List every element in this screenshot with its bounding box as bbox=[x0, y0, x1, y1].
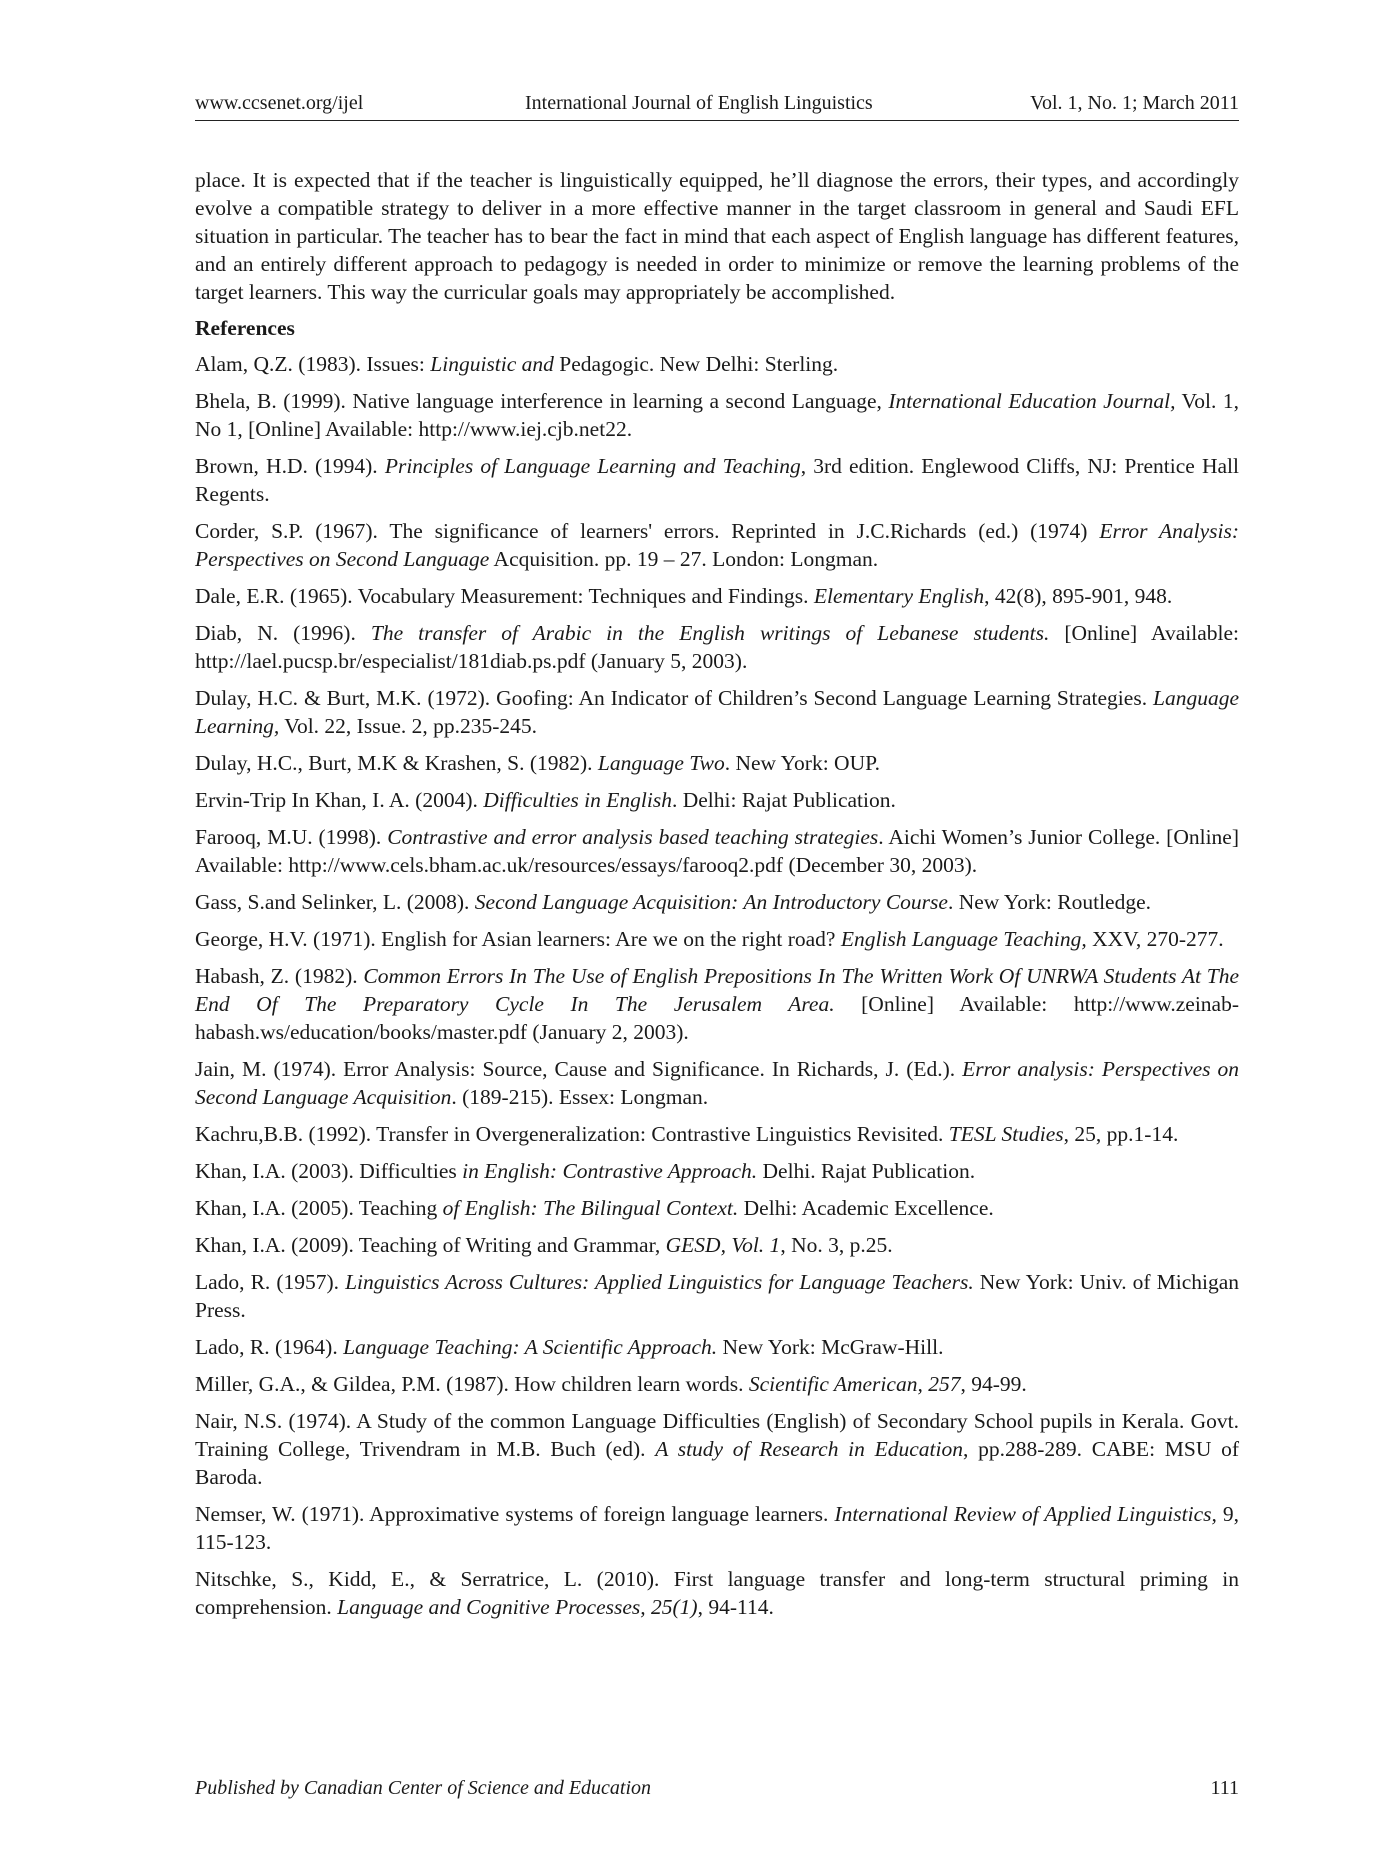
reference-italic-text: Elementary English bbox=[813, 584, 985, 608]
reference-italic-text: Contrastive and error analysis based teaching strategies bbox=[387, 825, 879, 849]
reference-text: Vol. 22, Issue. 2, pp.235-245. bbox=[279, 714, 538, 738]
reference-item bbox=[195, 1120, 1239, 1148]
issue-info: Vol. 1, No. 1; March 2011 bbox=[1030, 92, 1239, 114]
reference-text: New York: McGraw-Hill. bbox=[717, 1335, 944, 1359]
reference-text: Habash, Z. (1982). bbox=[195, 964, 364, 988]
reference-text: Acquisition. pp. 19 – 27. London: Longman. bbox=[489, 547, 879, 571]
reference-item bbox=[195, 684, 1239, 740]
page-content bbox=[195, 166, 1239, 1630]
reference-text: Khan, I.A. (2005). Teaching bbox=[195, 1196, 443, 1220]
reference-italic-text: Linguistic and bbox=[430, 352, 554, 376]
reference-item bbox=[195, 962, 1239, 1046]
reference-item bbox=[195, 1157, 1239, 1185]
reference-text: , 94-114. bbox=[697, 1595, 774, 1619]
reference-text: Bhela, B. (1999). Native language interference in learning a second Language, bbox=[195, 389, 889, 413]
reference-item bbox=[195, 517, 1239, 573]
reference-italic-text: Language Learning, bbox=[195, 686, 1239, 738]
intro-paragraph: place. It is expected that if the teacher is linguistically equipped, he’ll diagnose the errors, their types, and accordingly evolve a compatible strategy to deliver in a more effective manner in the target classroom in general and Saudi EFL situation in particular. The teacher has to bear the fact in mind that each aspect of English language has different features, and an entirely different approach to pedagogy is needed in order to minimize or remove the learning problems of the target learners. This way the curricular goals may appropriately be accomplished. bbox=[195, 168, 1239, 304]
reference-text: Lado, R. (1964). bbox=[195, 1335, 344, 1359]
running-header bbox=[195, 90, 1239, 121]
reference-item bbox=[195, 1333, 1239, 1361]
reference-text: Dulay, H.C. & Burt, M.K. (1972). Goofing: An Indicator of Children’s Second Language Learning Strategies. bbox=[195, 686, 1153, 710]
reference-item bbox=[195, 823, 1239, 879]
reference-item bbox=[195, 888, 1239, 916]
reference-item bbox=[195, 925, 1239, 953]
reference-italic-text: Common Errors In The Use of English Prepositions In The Written Work Of UNRWA Students At The End Of The Preparatory Cycle In The Jerusalem Area. bbox=[195, 964, 1239, 1016]
reference-text: , 25, pp.1-14. bbox=[1063, 1122, 1179, 1146]
reference-italic-text: Error Analysis: Perspectives on Second Language bbox=[195, 519, 1239, 571]
reference-text: New York: Univ. of Michigan Press. bbox=[195, 1270, 1239, 1322]
journal-title: International Journal of English Linguistics bbox=[525, 92, 873, 114]
reference-text: Delhi: Academic Excellence. bbox=[738, 1196, 994, 1220]
reference-text: XXV, 270-277. bbox=[1086, 927, 1224, 951]
reference-italic-text: Linguistics Across Cultures: Applied Linguistics for Language Teachers. bbox=[345, 1270, 974, 1294]
reference-item bbox=[195, 350, 1239, 378]
reference-text: Delhi. Rajat Publication. bbox=[757, 1159, 976, 1183]
reference-italic-text: Second Language Acquisition: An Introductory Course bbox=[474, 890, 948, 914]
reference-text: Nair, N.S. (1974). A Study of the common Language Difficulties (English) of Secondary School pupils in Kerala. Govt. Training College, Trivendram in M.B. Buch (ed). bbox=[195, 1409, 1239, 1461]
reference-italic-text: Difficulties in English bbox=[483, 788, 672, 812]
reference-item bbox=[195, 786, 1239, 814]
reference-italic-text: Principles of Language Learning and Teaching bbox=[384, 454, 801, 478]
reference-item bbox=[195, 1194, 1239, 1222]
reference-italic-text: in English: Contrastive Approach. bbox=[462, 1159, 758, 1183]
reference-text: , 94-99. bbox=[960, 1372, 1027, 1396]
reference-italic-text: International Review of Applied Linguistics, bbox=[834, 1502, 1217, 1526]
reference-item bbox=[195, 1500, 1239, 1556]
reference-italic-text: The transfer of Arabic in the English writings of Lebanese students. bbox=[370, 621, 1050, 645]
reference-item bbox=[195, 1370, 1239, 1398]
reference-text: Pedagogic. New Delhi: Sterling. bbox=[553, 352, 839, 376]
reference-text: Jain, M. (1974). Error Analysis: Source, Cause and Significance. In Richards, J. (Ed.). bbox=[195, 1057, 963, 1081]
reference-text: Alam, Q.Z. (1983). Issues: bbox=[195, 352, 431, 376]
reference-italic-text: of English: The Bilingual Context. bbox=[442, 1196, 739, 1220]
reference-italic-text: Scientific American, 257 bbox=[748, 1372, 961, 1396]
reference-item bbox=[195, 1055, 1239, 1111]
reference-text: Khan, I.A. (2009). Teaching of Writing and Grammar, bbox=[195, 1233, 666, 1257]
reference-text: Gass, S.and Selinker, L. (2008). bbox=[195, 890, 475, 914]
reference-item bbox=[195, 1407, 1239, 1491]
reference-italic-text: Language and Cognitive Processes, 25(1) bbox=[337, 1595, 698, 1619]
reference-text: . New York: OUP. bbox=[724, 751, 881, 775]
reference-text: Dulay, H.C., Burt, M.K & Krashen, S. (1982). bbox=[195, 751, 598, 775]
reference-text: , pp.288-289. CABE: MSU of Baroda. bbox=[195, 1437, 1239, 1489]
reference-italic-text: A study of Research in Education bbox=[655, 1437, 963, 1461]
reference-text: Kachru,B.B. (1992). Transfer in Overgeneralization: Contrastive Linguistics Revisited. bbox=[195, 1122, 949, 1146]
reference-text: Diab, N. (1996). bbox=[195, 621, 371, 645]
reference-text: George, H.V. (1971). English for Asian learners: Are we on the right road? bbox=[195, 927, 841, 951]
reference-text: [Online] Available: http://lael.pucsp.br/especialist/181diab.ps.pdf (January 5, 2003). bbox=[195, 621, 1239, 673]
reference-text: . Aichi Women’s Junior College. [Online] Available: http://www.cels.bham.ac.uk/resources/essays/farooq2.pdf (December 30, 2003). bbox=[195, 825, 1240, 877]
reference-item bbox=[195, 452, 1239, 508]
reference-item bbox=[195, 619, 1239, 675]
page-number: 111 bbox=[1210, 1777, 1239, 1799]
reference-text: Nitschke, S., Kidd, E., & Serratrice, L. (2010). First language transfer and long-term structural priming in comprehension. bbox=[195, 1567, 1239, 1619]
reference-italic-text: English Language Teaching, bbox=[840, 927, 1087, 951]
reference-text: Vol. 1, No 1, [Online] Available: http://www.iej.cjb.net22. bbox=[195, 389, 1240, 441]
reference-item bbox=[195, 1231, 1239, 1259]
reference-item bbox=[195, 749, 1239, 777]
reference-italic-text: Language Two bbox=[597, 751, 725, 775]
reference-item bbox=[195, 1268, 1239, 1324]
reference-text: , 42(8), 895-901, 948. bbox=[984, 584, 1173, 608]
reference-text: . (189-215). Essex: Longman. bbox=[451, 1085, 709, 1109]
reference-text: . Delhi: Rajat Publication. bbox=[671, 788, 896, 812]
reference-item bbox=[195, 387, 1239, 443]
reference-text: Lado, R. (1957). bbox=[195, 1270, 346, 1294]
reference-italic-text: GESD, Vol. 1 bbox=[665, 1233, 781, 1257]
journal-url: www.ccsenet.org/ijel bbox=[195, 92, 364, 114]
reference-text: Miller, G.A., & Gildea, P.M. (1987). How children learn words. bbox=[195, 1372, 749, 1396]
reference-text: Farooq, M.U. (1998). bbox=[195, 825, 388, 849]
reference-italic-text: Language Teaching: A Scientific Approach. bbox=[343, 1335, 718, 1359]
reference-text: Corder, S.P. (1967). The significance of learners' errors. Reprinted in J.C.Richards (ed.) (1974) bbox=[195, 519, 1100, 543]
reference-text: , 3rd edition. Englewood Cliffs, NJ: Prentice Hall Regents. bbox=[195, 454, 1239, 506]
reference-italic-text: TESL Studies bbox=[948, 1122, 1064, 1146]
reference-text: . New York: Routledge. bbox=[947, 890, 1152, 914]
publisher-line: Published by Canadian Center of Science and Education bbox=[195, 1777, 652, 1799]
reference-item bbox=[195, 1565, 1239, 1621]
reference-text: Nemser, W. (1971). Approximative systems of foreign language learners. bbox=[195, 1502, 835, 1526]
reference-text: , No. 3, p.25. bbox=[780, 1233, 893, 1257]
reference-item bbox=[195, 582, 1239, 610]
reference-text: Ervin-Trip In Khan, I. A. (2004). bbox=[195, 788, 484, 812]
reference-text: Brown, H.D. (1994). bbox=[195, 454, 385, 478]
reference-italic-text: International Education Journal, bbox=[888, 389, 1176, 413]
reference-text: Dale, E.R. (1965). Vocabulary Measurement: Techniques and Findings. bbox=[195, 584, 814, 608]
page-footer bbox=[195, 1777, 1239, 1807]
reference-text: 9, 115-123. bbox=[195, 1502, 1240, 1554]
reference-text: [Online] Available: http://www.zeinab-habash.ws/education/books/master.pdf (January 2, 2003). bbox=[195, 992, 1240, 1044]
references-list bbox=[195, 350, 1239, 1621]
reference-italic-text: Error analysis: Perspectives on Second Language Acquisition bbox=[195, 1057, 1240, 1109]
references-heading: References bbox=[195, 316, 295, 340]
reference-text: Khan, I.A. (2003). Difficulties bbox=[195, 1159, 463, 1183]
